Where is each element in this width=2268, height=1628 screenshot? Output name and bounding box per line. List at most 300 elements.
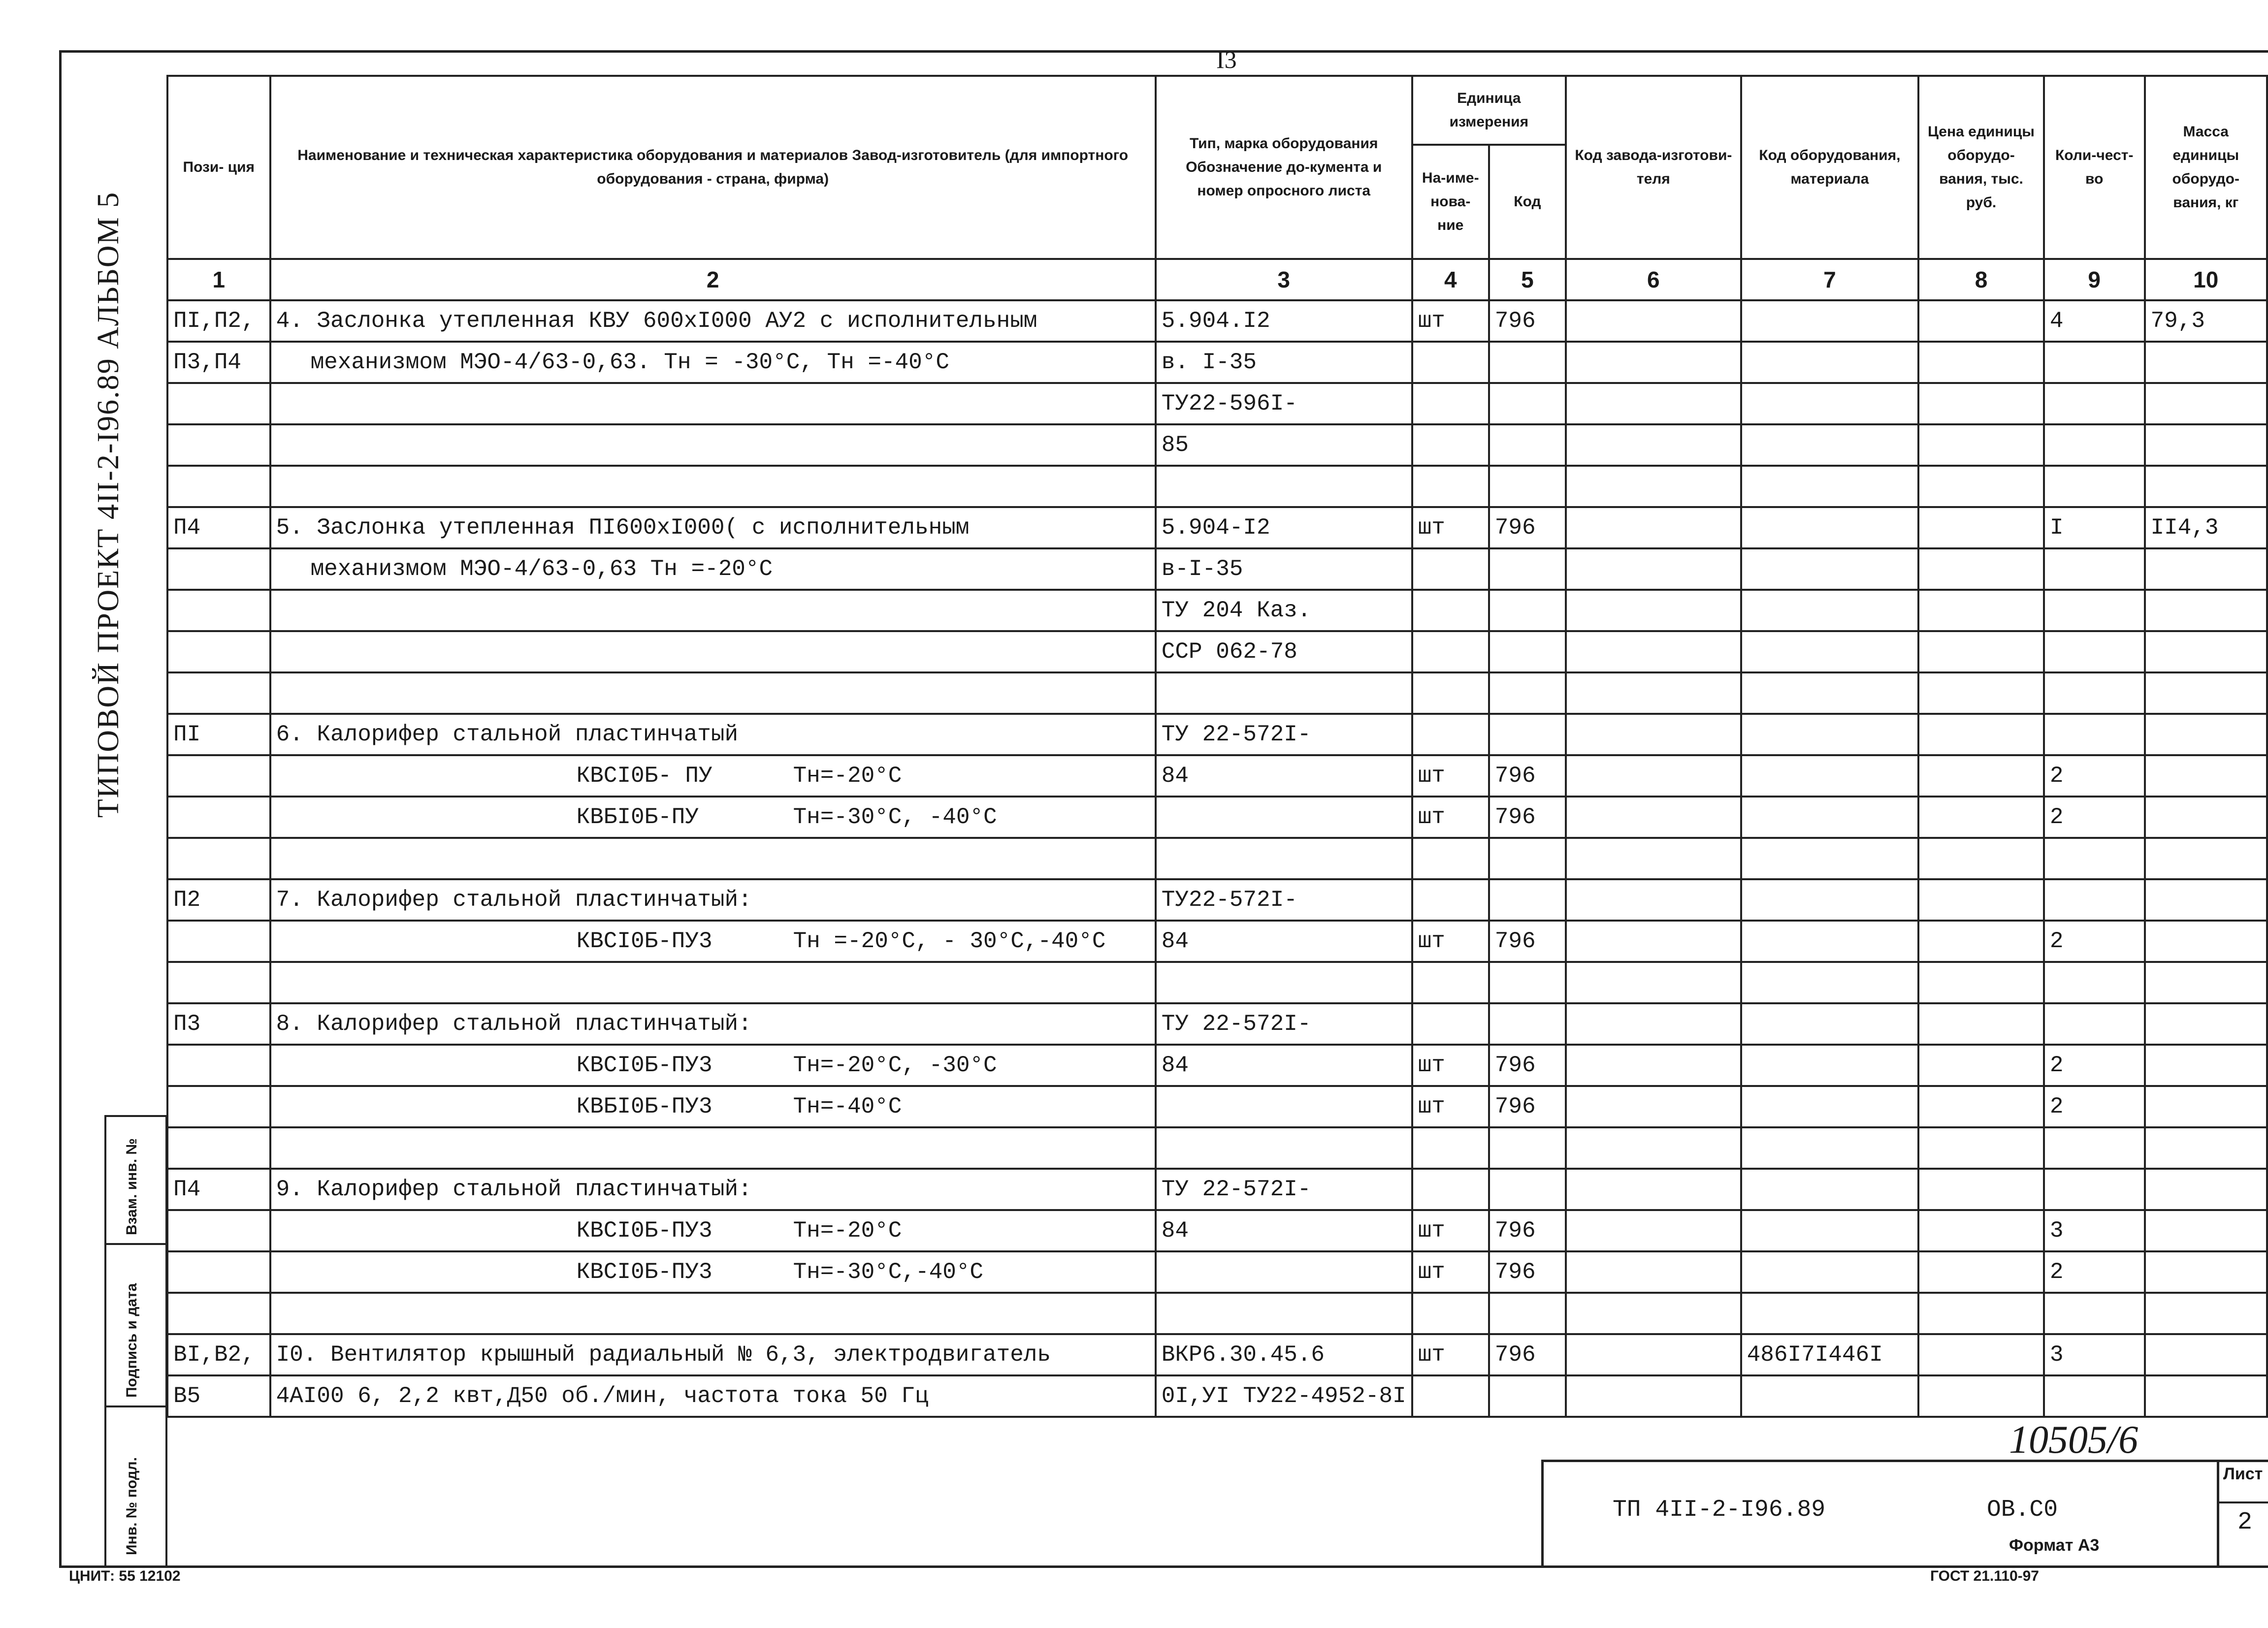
temperature: Тн =-20°С, - 30°С,-40°С: [793, 928, 1106, 954]
frame-top-line: [59, 50, 2268, 53]
specification-table: [166, 75, 2268, 1418]
cell-price: [1918, 921, 2044, 962]
cell-plant-code: [1566, 466, 1741, 507]
table-row: [167, 466, 2267, 507]
cell-name: [270, 921, 1156, 962]
cell-mass: [2145, 755, 2267, 797]
cell-type: [1156, 672, 1412, 714]
cell-unit-code: 796: [1489, 1334, 1566, 1375]
col-num: 3: [1156, 259, 1412, 300]
col-num: 10: [2145, 259, 2267, 300]
cell-type: [1156, 962, 1412, 1003]
cell-quantity: 2: [2044, 1045, 2145, 1086]
header-plant-code: Код завода-изготови-теля: [1566, 76, 1741, 259]
cell-equipment-code: [1741, 590, 1918, 631]
cell-unit: шт: [1412, 1086, 1489, 1127]
cell-name: [270, 383, 1156, 424]
cell-plant-code: [1566, 1334, 1741, 1375]
cell-unit: [1412, 466, 1489, 507]
table-row: [167, 631, 2267, 672]
cell-name: [270, 1210, 1156, 1251]
cell-price: [1918, 590, 2044, 631]
cell-name: [270, 466, 1156, 507]
cell-name: [270, 755, 1156, 797]
header-mass: Масса единицы оборудо-вания, кг: [2145, 76, 2267, 259]
cell-quantity: [2044, 1169, 2145, 1210]
cell-quantity: [2044, 962, 2145, 1003]
cell-position: ПI: [167, 714, 270, 755]
table-row: [167, 921, 2267, 962]
cell-price: [1918, 1293, 2044, 1334]
cell-type: 0I,УI ТУ22-4952-8I: [1156, 1375, 1412, 1417]
cell-price: [1918, 879, 2044, 921]
cell-equipment-code: [1741, 1003, 1918, 1045]
cell-name: 7. Калорифер стальной пластинчатый:: [270, 879, 1156, 921]
cell-mass: [2145, 838, 2267, 879]
cell-position: ВI,В2,: [167, 1334, 270, 1375]
cell-equipment-code: [1741, 838, 1918, 879]
cell-equipment-code: [1741, 631, 1918, 672]
cell-position: [167, 672, 270, 714]
cell-name: [270, 672, 1156, 714]
cell-unit: шт: [1412, 507, 1489, 548]
cell-price: [1918, 838, 2044, 879]
cell-position: [167, 755, 270, 797]
cell-name: механизмом МЭО-4/63-0,63. Тн = -30°С, Тн =-40°С: [270, 342, 1156, 383]
table-row: [167, 548, 2267, 590]
cell-quantity: [2044, 548, 2145, 590]
cell-plant-code: [1566, 797, 1741, 838]
col-num: 2: [270, 259, 1156, 300]
cell-mass: [2145, 714, 2267, 755]
cell-name: [270, 590, 1156, 631]
cell-price: [1918, 1045, 2044, 1086]
cell-type: ТУ 22-572I-: [1156, 1169, 1412, 1210]
cell-mass: [2145, 466, 2267, 507]
cell-plant-code: [1566, 590, 1741, 631]
equipment-grade: КВСI0Б-ПУ3: [576, 1259, 713, 1285]
cell-name: 9. Калорифер стальной пластинчатый:: [270, 1169, 1156, 1210]
cell-equipment-code: 486I7I446I: [1741, 1334, 1918, 1375]
cell-unit: шт: [1412, 1334, 1489, 1375]
cell-type: 84: [1156, 1210, 1412, 1251]
cell-unit: [1412, 342, 1489, 383]
sheet-page-number: I3: [1216, 46, 1237, 73]
cell-plant-code: [1566, 1003, 1741, 1045]
cell-mass: [2145, 962, 2267, 1003]
cell-name: [270, 1293, 1156, 1334]
header-unit-code: Код: [1489, 145, 1566, 259]
equipment-grade: КВСI0Б-ПУ3: [576, 1218, 713, 1244]
table-row: [167, 1293, 2267, 1334]
cell-position: П2: [167, 879, 270, 921]
frame-left-line: [59, 50, 62, 1566]
cell-price: [1918, 548, 2044, 590]
cell-quantity: [2044, 466, 2145, 507]
cell-plant-code: [1566, 714, 1741, 755]
cell-position: [167, 1210, 270, 1251]
cell-unit-code: [1489, 962, 1566, 1003]
table-row: [167, 714, 2267, 755]
cell-mass: [2145, 879, 2267, 921]
cell-type: 84: [1156, 755, 1412, 797]
temperature: Тн=-30°С, -40°С: [793, 804, 997, 830]
cell-equipment-code: [1741, 383, 1918, 424]
cell-price: [1918, 1169, 2044, 1210]
cell-unit-code: [1489, 1127, 1566, 1169]
cell-plant-code: [1566, 838, 1741, 879]
cell-unit: [1412, 879, 1489, 921]
cell-position: [167, 424, 270, 466]
cell-unit-code: 796: [1489, 1045, 1566, 1086]
cell-mass: [2145, 672, 2267, 714]
cell-unit: шт: [1412, 921, 1489, 962]
cell-mass: [2145, 1251, 2267, 1293]
cell-equipment-code: [1741, 1210, 1918, 1251]
header-quantity: Коли-чест-во: [2044, 76, 2145, 259]
cell-plant-code: [1566, 342, 1741, 383]
cell-price: [1918, 714, 2044, 755]
cell-quantity: [2044, 631, 2145, 672]
cell-unit: шт: [1412, 797, 1489, 838]
cell-equipment-code: [1741, 1375, 1918, 1417]
cell-unit: шт: [1412, 300, 1489, 342]
cell-equipment-code: [1741, 797, 1918, 838]
cell-type: ВКР6.30.45.6: [1156, 1334, 1412, 1375]
col-num: 9: [2044, 259, 2145, 300]
table-row: [167, 838, 2267, 879]
table-row: [167, 1127, 2267, 1169]
cell-quantity: 3: [2044, 1334, 2145, 1375]
col-num: 5: [1489, 259, 1566, 300]
stamp-cell-replacement: [106, 1117, 167, 1245]
header-unit: Единица измерения: [1412, 76, 1566, 145]
cell-equipment-code: [1741, 714, 1918, 755]
cell-type: ТУ 22-572I-: [1156, 714, 1412, 755]
cell-plant-code: [1566, 1251, 1741, 1293]
cell-quantity: [2044, 714, 2145, 755]
cell-unit-code: [1489, 1169, 1566, 1210]
cell-quantity: I: [2044, 507, 2145, 548]
cell-unit: [1412, 424, 1489, 466]
cell-unit: [1412, 590, 1489, 631]
cell-quantity: [2044, 1003, 2145, 1045]
cell-price: [1918, 962, 2044, 1003]
cell-name: [270, 631, 1156, 672]
cell-plant-code: [1566, 755, 1741, 797]
stamp-cell-original: [106, 1407, 167, 1568]
cell-position: [167, 962, 270, 1003]
cell-equipment-code: [1741, 962, 1918, 1003]
cell-unit-code: [1489, 631, 1566, 672]
cell-unit-code: 796: [1489, 300, 1566, 342]
cell-name: [270, 1045, 1156, 1086]
cell-position: [167, 838, 270, 879]
cell-unit: [1412, 672, 1489, 714]
cell-name: 4АI00 6, 2,2 квт,Д50 об./мин, частота тока 50 Гц: [270, 1375, 1156, 1417]
cell-quantity: 2: [2044, 797, 2145, 838]
cell-equipment-code: [1741, 1293, 1918, 1334]
cell-unit-code: [1489, 672, 1566, 714]
cell-name: [270, 1086, 1156, 1127]
cell-equipment-code: [1741, 1169, 1918, 1210]
cell-type: ССР 062-78: [1156, 631, 1412, 672]
cell-unit-code: [1489, 1003, 1566, 1045]
temperature: Тн=-40°С: [793, 1094, 902, 1119]
cell-plant-code: [1566, 962, 1741, 1003]
cell-type: [1156, 1293, 1412, 1334]
temperature: Тн=-20°С, -30°С: [793, 1053, 997, 1078]
table-row: [167, 424, 2267, 466]
cell-position: [167, 1293, 270, 1334]
table-row: [167, 672, 2267, 714]
cell-price: [1918, 507, 2044, 548]
cell-name: [270, 1251, 1156, 1293]
table-row: [167, 342, 2267, 383]
cell-type: [1156, 1251, 1412, 1293]
cell-position: [167, 921, 270, 962]
stamp-label-replacement: Взам. инв. №: [124, 1138, 140, 1235]
table-row: [167, 1375, 2267, 1417]
cell-position: [167, 797, 270, 838]
cell-plant-code: [1566, 1086, 1741, 1127]
gost-reference: ГОСТ 21.110-97: [1930, 1568, 2039, 1584]
cell-mass: [2145, 631, 2267, 672]
cell-unit-code: [1489, 383, 1566, 424]
cell-price: [1918, 424, 2044, 466]
cell-plant-code: [1566, 383, 1741, 424]
cell-type: ТУ22-572I-: [1156, 879, 1412, 921]
cell-mass: [2145, 1293, 2267, 1334]
cell-unit: [1412, 714, 1489, 755]
table-row: [167, 879, 2267, 921]
cell-mass: [2145, 1127, 2267, 1169]
cell-price: [1918, 755, 2044, 797]
header-equipment-code: Код оборудования, материала: [1741, 76, 1918, 259]
cell-name: [270, 838, 1156, 879]
cell-equipment-code: [1741, 1045, 1918, 1086]
cell-mass: [2145, 1045, 2267, 1086]
cell-type: [1156, 797, 1412, 838]
cell-unit-code: [1489, 838, 1566, 879]
cell-equipment-code: [1741, 300, 1918, 342]
cell-type: [1156, 466, 1412, 507]
table-row: [167, 962, 2267, 1003]
cell-unit-code: [1489, 466, 1566, 507]
table-row: [167, 1086, 2267, 1127]
cell-name: I0. Вентилятор крышный радиальный № 6,3, электродвигатель: [270, 1334, 1156, 1375]
column-number-row: [167, 259, 2267, 300]
cell-plant-code: [1566, 672, 1741, 714]
cell-position: [167, 548, 270, 590]
cell-unit: шт: [1412, 1045, 1489, 1086]
cell-mass: [2145, 342, 2267, 383]
spine-title: ТИПОВОЙ ПРОЕКТ 4II-2-I96.89 АЛЬБОМ 5: [92, 191, 125, 818]
document-designation: ТП 4II-2-I96.89: [1613, 1497, 1826, 1523]
cell-position: [167, 383, 270, 424]
stamp-label-signature: Подпись и дата: [124, 1283, 140, 1398]
side-stamp: [104, 1115, 167, 1568]
cell-plant-code: [1566, 507, 1741, 548]
cell-quantity: 2: [2044, 921, 2145, 962]
cell-mass: [2145, 424, 2267, 466]
cell-mass: [2145, 1003, 2267, 1045]
cell-type: в-I-35: [1156, 548, 1412, 590]
cell-position: [167, 631, 270, 672]
cell-type: 84: [1156, 1045, 1412, 1086]
cell-type: [1156, 838, 1412, 879]
table-row: [167, 1003, 2267, 1045]
cell-unit-code: [1489, 1293, 1566, 1334]
cell-mass: 79,3: [2145, 300, 2267, 342]
cell-equipment-code: [1741, 1086, 1918, 1127]
cell-mass: [2145, 921, 2267, 962]
cell-quantity: [2044, 383, 2145, 424]
cell-plant-code: [1566, 1127, 1741, 1169]
cell-position: [167, 590, 270, 631]
cell-type: ТУ 204 Каз.: [1156, 590, 1412, 631]
cell-equipment-code: [1741, 879, 1918, 921]
cell-plant-code: [1566, 1169, 1741, 1210]
sheet-cell: [2217, 1462, 2268, 1565]
cell-unit-code: 796: [1489, 1210, 1566, 1251]
cell-price: [1918, 1251, 2044, 1293]
equipment-grade: КВСI0Б-ПУ3: [576, 1053, 713, 1078]
sheet-label: Лист: [2223, 1465, 2263, 1483]
cell-quantity: [2044, 1375, 2145, 1417]
cell-unit-code: 796: [1489, 1086, 1566, 1127]
cell-plant-code: [1566, 424, 1741, 466]
table-row: [167, 383, 2267, 424]
cell-equipment-code: [1741, 424, 1918, 466]
col-num: 1: [167, 259, 270, 300]
temperature: Тн=-20°С: [793, 763, 902, 789]
cell-name: механизмом МЭО-4/63-0,63 Тн =-20°С: [270, 548, 1156, 590]
cell-unit: [1412, 548, 1489, 590]
cell-plant-code: [1566, 548, 1741, 590]
table-row: [167, 1169, 2267, 1210]
cell-price: [1918, 1127, 2044, 1169]
cell-plant-code: [1566, 1293, 1741, 1334]
cell-position: П3,П4: [167, 342, 270, 383]
cell-price: [1918, 631, 2044, 672]
cell-position: В5: [167, 1375, 270, 1417]
cell-position: П3: [167, 1003, 270, 1045]
cell-name: 6. Калорифер стальной пластинчатый: [270, 714, 1156, 755]
cell-position: [167, 466, 270, 507]
cell-price: [1918, 1210, 2044, 1251]
header-position: Пози- ция: [167, 76, 270, 259]
cell-unit: шт: [1412, 1251, 1489, 1293]
header-type: Тип, марка оборудования Обозначение до-кумента и номер опросного листа: [1156, 76, 1412, 259]
cell-price: [1918, 342, 2044, 383]
cell-plant-code: [1566, 300, 1741, 342]
cell-unit-code: [1489, 342, 1566, 383]
cell-unit: [1412, 631, 1489, 672]
cell-name: [270, 797, 1156, 838]
table-row: [167, 1045, 2267, 1086]
cell-equipment-code: [1741, 755, 1918, 797]
cell-type: 5.904.I2: [1156, 300, 1412, 342]
section-code: ОВ.С0: [1987, 1497, 2058, 1523]
col-num: 4: [1412, 259, 1489, 300]
cell-quantity: [2044, 1127, 2145, 1169]
cell-unit: [1412, 1169, 1489, 1210]
cell-unit: [1412, 962, 1489, 1003]
cell-mass: [2145, 1169, 2267, 1210]
table-row: [167, 590, 2267, 631]
specification-body: [167, 300, 2267, 1417]
cell-unit-code: [1489, 714, 1566, 755]
cell-quantity: [2044, 424, 2145, 466]
cell-type: 5.904-I2: [1156, 507, 1412, 548]
cell-name: 5. Заслонка утепленная ПI600хI000( с исполнительным: [270, 507, 1156, 548]
cell-price: [1918, 797, 2044, 838]
cell-price: [1918, 1334, 2044, 1375]
cell-mass: [2145, 797, 2267, 838]
cell-unit-code: 796: [1489, 755, 1566, 797]
cell-quantity: 3: [2044, 1210, 2145, 1251]
cell-price: [1918, 1375, 2044, 1417]
cell-unit-code: 796: [1489, 507, 1566, 548]
cell-unit-code: 796: [1489, 921, 1566, 962]
table-row: [167, 797, 2267, 838]
cell-name: [270, 424, 1156, 466]
cell-plant-code: [1566, 631, 1741, 672]
cell-equipment-code: [1741, 548, 1918, 590]
cell-type: [1156, 1086, 1412, 1127]
cell-unit-code: [1489, 879, 1566, 921]
cell-mass: [2145, 590, 2267, 631]
cell-equipment-code: [1741, 1127, 1918, 1169]
sheet-number: 2: [2219, 1501, 2268, 1536]
cell-position: П4: [167, 507, 270, 548]
stamp-cell-signature: [106, 1245, 167, 1407]
cell-price: [1918, 300, 2044, 342]
cell-type: ТУ22-596I-: [1156, 383, 1412, 424]
cell-mass: [2145, 1086, 2267, 1127]
table-row: [167, 1334, 2267, 1375]
cell-unit-code: [1489, 1375, 1566, 1417]
cell-position: ПI,П2,: [167, 300, 270, 342]
header-price: Цена единицы оборудо-вания, тыс. руб.: [1918, 76, 2044, 259]
cell-name: [270, 962, 1156, 1003]
cell-plant-code: [1566, 1045, 1741, 1086]
temperature: Тн=-30°С,-40°С: [793, 1259, 984, 1285]
cell-type: 84: [1156, 921, 1412, 962]
header-unit-name: На-име-нова-ние: [1412, 145, 1489, 259]
table-row: [167, 755, 2267, 797]
cell-unit: [1412, 838, 1489, 879]
stamp-label-original: Инв. № подл.: [124, 1457, 140, 1555]
cell-equipment-code: [1741, 921, 1918, 962]
cell-unit-code: [1489, 548, 1566, 590]
cell-quantity: [2044, 342, 2145, 383]
cell-quantity: [2044, 672, 2145, 714]
table-row: [167, 300, 2267, 342]
temperature: Тн=-20°С: [793, 1218, 902, 1244]
equipment-grade: КВБI0Б-ПУ: [576, 804, 699, 830]
cell-unit: [1412, 1293, 1489, 1334]
cell-equipment-code: [1741, 507, 1918, 548]
cell-plant-code: [1566, 921, 1741, 962]
cell-equipment-code: [1741, 466, 1918, 507]
cell-position: [167, 1251, 270, 1293]
cell-quantity: [2044, 879, 2145, 921]
cell-position: П4: [167, 1169, 270, 1210]
cell-equipment-code: [1741, 1251, 1918, 1293]
equipment-grade: КВБI0Б-ПУ3: [576, 1094, 713, 1119]
